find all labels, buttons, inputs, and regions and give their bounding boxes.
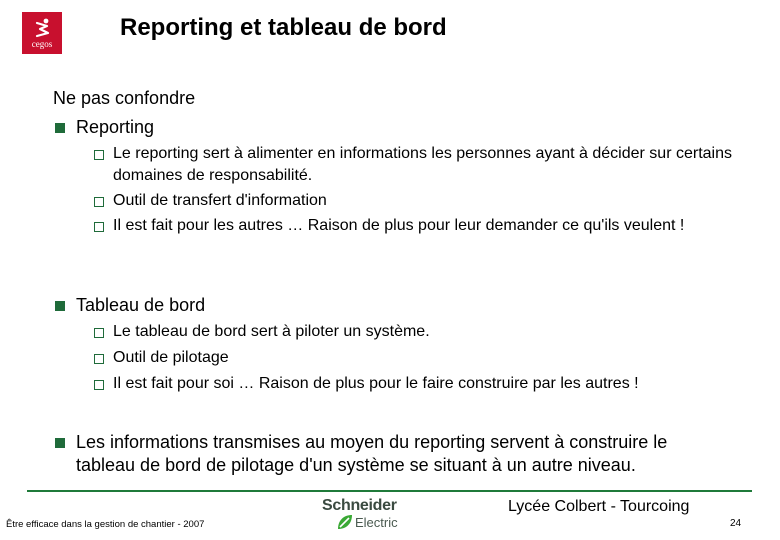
- footer-course-title: Être efficace dans la gestion de chantier - 2007: [6, 519, 205, 530]
- hollow-square-bullet-icon: [94, 197, 104, 207]
- square-bullet-icon: [55, 123, 65, 133]
- sub-bullet: [94, 350, 734, 369]
- footer-school: Lycée Colbert - Tourcoing: [508, 498, 690, 515]
- cegos-figure-icon: [31, 17, 53, 39]
- bullet-tableau-de-bord: [55, 296, 735, 317]
- hollow-square-bullet-icon: [94, 150, 104, 160]
- sub-bullet-text: Le tableau de bord sert à piloter un système.: [113, 323, 430, 340]
- schneider-electric-logo: [322, 497, 414, 537]
- bullet-label: Reporting: [76, 117, 155, 137]
- sub-bullet: [94, 324, 734, 343]
- hollow-square-bullet-icon: [94, 354, 104, 364]
- page-number: 24: [730, 518, 742, 529]
- cegos-logo: [22, 12, 62, 54]
- schneider-leaf-icon: [336, 513, 354, 531]
- sub-bullet-text: Il est fait pour les autres … Raison de plus pour leur demander ce qu'ils veulent !: [113, 217, 685, 234]
- sub-bullet-text: Outil de pilotage: [113, 349, 229, 366]
- sub-bullet-text: Il est fait pour soi … Raison de plus pour le faire construire par les autres !: [113, 375, 639, 392]
- sub-bullet-text: Outil de transfert d'information: [113, 192, 327, 209]
- bullet-label: Tableau de bord: [76, 295, 206, 315]
- brand-bottom: Electric: [355, 514, 398, 530]
- hollow-square-bullet-icon: [94, 328, 104, 338]
- square-bullet-icon: [55, 438, 65, 448]
- slide-title: Reporting et tableau de bord: [120, 14, 447, 41]
- sub-bullet-text: Le reporting sert à alimenter en informations les personnes ayant à décider sur certains domaines de responsabilité.: [113, 145, 732, 184]
- footer-divider: [27, 490, 752, 492]
- brand-top: Schneider: [322, 497, 397, 514]
- intro-text: Ne pas confondre: [53, 88, 196, 108]
- sub-bullet: [94, 193, 734, 212]
- logo-text: cegos: [31, 39, 53, 49]
- sub-bullet: [94, 146, 734, 187]
- hollow-square-bullet-icon: [94, 222, 104, 232]
- bullet-informations: [55, 433, 725, 477]
- bullet-reporting: [55, 118, 735, 139]
- sub-bullet: [94, 376, 734, 395]
- square-bullet-icon: [55, 301, 65, 311]
- sub-bullet: [94, 218, 694, 237]
- hollow-square-bullet-icon: [94, 380, 104, 390]
- bullet-label: Les informations transmises au moyen du reporting servent à construire le tableau de bord de pilotage d'un système se situant à un autre niveau.: [76, 432, 668, 475]
